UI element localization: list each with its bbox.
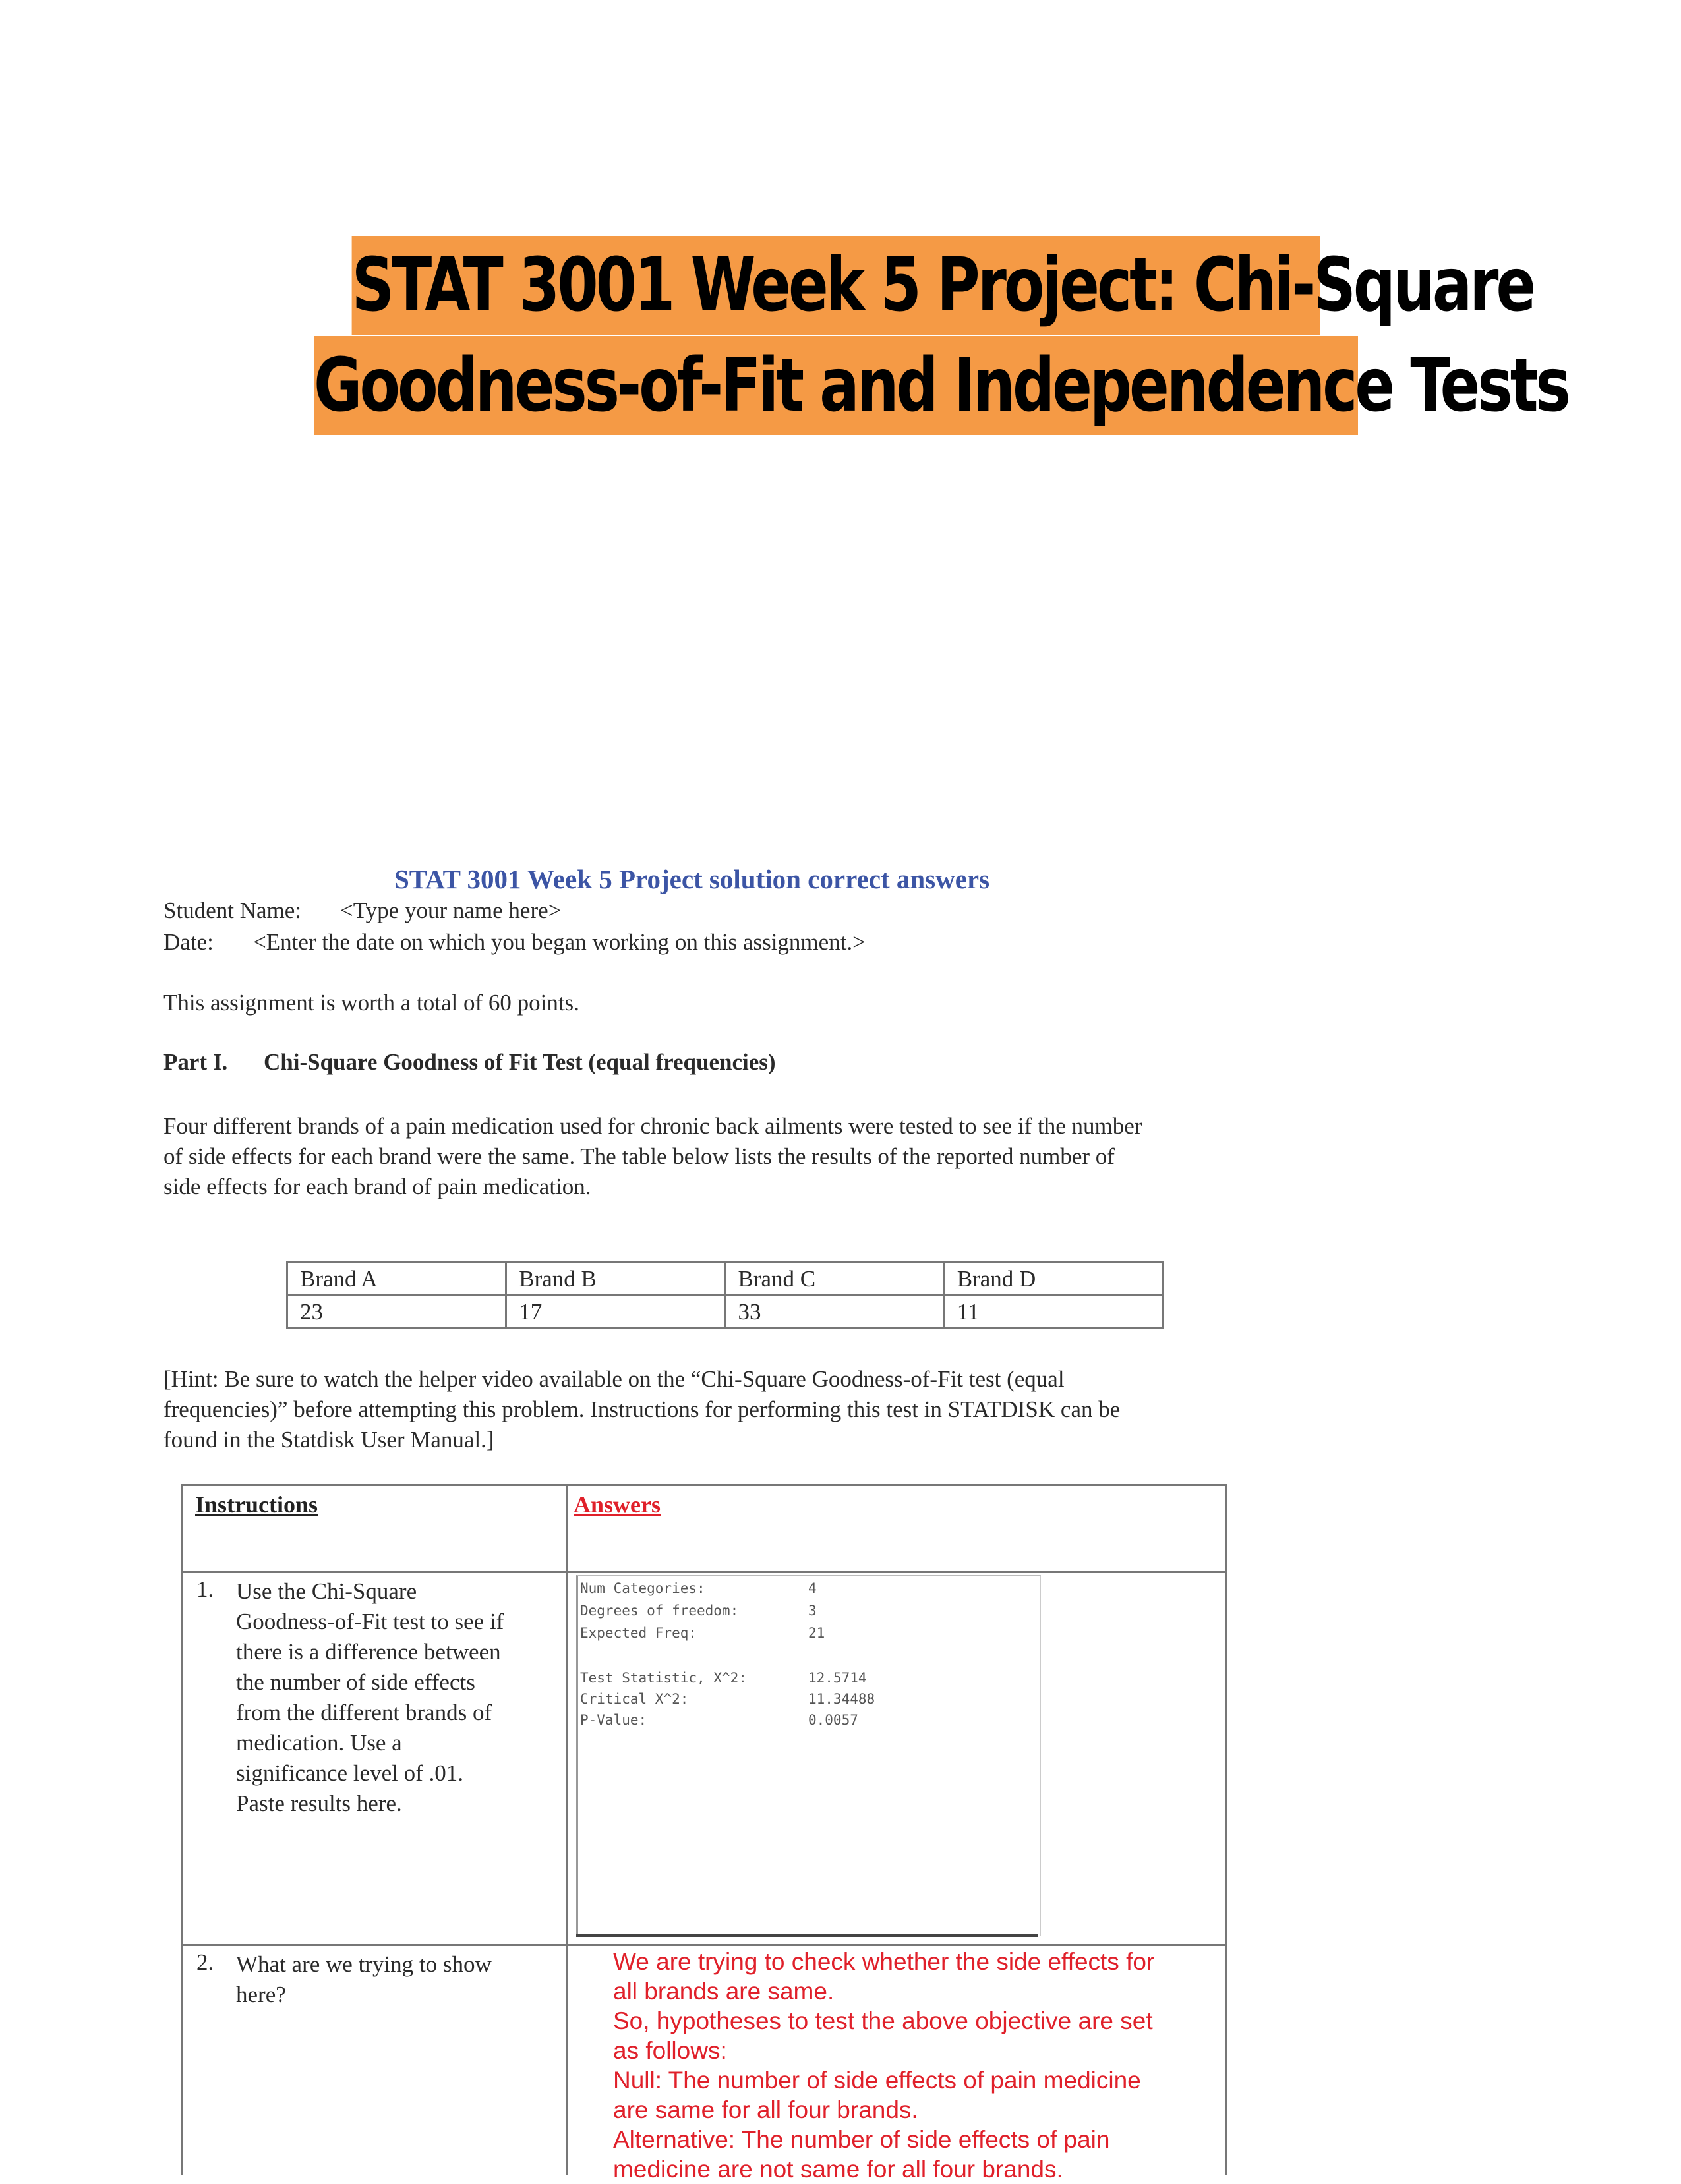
question-1-line: the number of side effects	[236, 1669, 475, 1695]
banner-title-line-1: STAT 3001 Week 5 Project: Chi-Square	[352, 236, 1320, 335]
intro-line: side effects for each brand of pain medication.	[163, 1174, 591, 1199]
table-border-top	[181, 1484, 1227, 1486]
question-1-line: medication. Use a	[236, 1730, 402, 1756]
stat-value: 4	[808, 1580, 817, 1596]
question-2-line: What are we trying to show	[236, 1951, 492, 1977]
student-name-value: <Type your name here>	[340, 898, 562, 923]
stat-value: 11.34488	[808, 1691, 875, 1707]
stat-value: 3	[808, 1603, 817, 1619]
hint-paragraph	[163, 1364, 1120, 1455]
table-row-divider	[181, 1944, 1227, 1946]
table-border-right	[1225, 1484, 1227, 2175]
banner-title-line-2: Goodness-of-Fit and Independence Tests	[314, 336, 1358, 435]
brand-header-cell: Brand B	[506, 1263, 725, 1296]
instructions-header: Instructions	[195, 1491, 318, 1518]
stat-label: Critical X^2:	[580, 1691, 689, 1707]
answer-2-line: are same for all four brands.	[613, 2096, 918, 2123]
brand-value-cell: 23	[287, 1296, 506, 1329]
stat-value: 12.5714	[808, 1670, 867, 1686]
table-border-left	[181, 1484, 183, 2175]
brand-value-cell: 11	[944, 1296, 1163, 1329]
brand-header-cell: Brand D	[944, 1263, 1163, 1296]
answer-2-line: We are trying to check whether the side effects for	[613, 1948, 1155, 1975]
intro-line: of side effects for each brand were the same. The table below lists the results of the reported number of	[163, 1143, 1115, 1169]
part-label: Part I.	[163, 1049, 228, 1075]
question-2-text	[236, 1949, 492, 2010]
date-value: <Enter the date on which you began working on this assignment.>	[253, 929, 866, 955]
stat-label: Degrees of freedom:	[580, 1603, 739, 1619]
answer-2-line: Alternative: The number of side effects of pain	[613, 2126, 1110, 2153]
document-title: STAT 3001 Week 5 Project solution correct answers	[394, 864, 990, 894]
stat-label: Test Statistic, X^2:	[580, 1670, 747, 1686]
stat-label: P-Value:	[580, 1712, 647, 1728]
question-1-text	[236, 1576, 504, 1819]
question-2-number: 2.	[196, 1949, 214, 1975]
brand-header-cell: Brand A	[287, 1263, 506, 1296]
part-title: Chi-Square Goodness of Fit Test (equal frequencies)	[264, 1049, 776, 1075]
brand-table	[286, 1261, 1164, 1329]
question-1-line: significance level of .01.	[236, 1760, 464, 1786]
question-1-line: Use the Chi-Square	[236, 1578, 417, 1604]
answers-header: Answers	[574, 1491, 661, 1518]
answer-2-line: all brands are same.	[613, 1978, 835, 2005]
brand-header-row	[287, 1263, 1164, 1296]
student-name-label: Student Name:	[163, 898, 301, 923]
stat-label: Expected Freq:	[580, 1625, 697, 1641]
question-1-line: from the different brands of	[236, 1700, 492, 1725]
question-1-line: Paste results here.	[236, 1791, 402, 1816]
brand-header-cell: Brand C	[725, 1263, 944, 1296]
answer-2-line: medicine are not same for all four brands.	[613, 2156, 1063, 2183]
stat-value: 0.0057	[808, 1712, 858, 1728]
answer-2-line: as follows:	[613, 2037, 727, 2064]
brand-value-row	[287, 1296, 1164, 1329]
hint-line: [Hint: Be sure to watch the helper video available on the “Chi-Square Goodness-of-Fit test (equal	[163, 1366, 1065, 1392]
stat-label: Num Categories:	[580, 1580, 705, 1596]
answer-2-line: Null: The number of side effects of pain medicine	[613, 2067, 1141, 2094]
table-row-divider	[181, 1571, 1227, 1573]
points-line: This assignment is worth a total of 60 points.	[163, 990, 579, 1016]
question-1-line: Goodness-of-Fit test to see if	[236, 1609, 504, 1634]
table-column-divider	[566, 1484, 568, 2175]
question-2-line: here?	[236, 1982, 286, 2007]
hint-line: frequencies)” before attempting this problem. Instructions for performing this test in STATDISK can be	[163, 1396, 1121, 1422]
hint-line: found in the Statdisk User Manual.]	[163, 1427, 494, 1452]
question-1-number: 1.	[196, 1576, 214, 1602]
question-1-line: there is a difference between	[236, 1639, 501, 1665]
answer-2-text	[613, 1947, 1154, 2184]
brand-value-cell: 17	[506, 1296, 725, 1329]
brand-value-cell: 33	[725, 1296, 944, 1329]
stat-value: 21	[808, 1625, 825, 1641]
statdisk-output-bottom-border	[576, 1934, 1038, 1937]
intro-line: Four different brands of a pain medication used for chronic back ailments were tested to see if the number	[163, 1113, 1142, 1139]
intro-paragraph	[163, 1111, 1142, 1202]
answer-2-line: So, hypotheses to test the above objective are set	[613, 2007, 1153, 2034]
date-label: Date:	[163, 929, 214, 955]
